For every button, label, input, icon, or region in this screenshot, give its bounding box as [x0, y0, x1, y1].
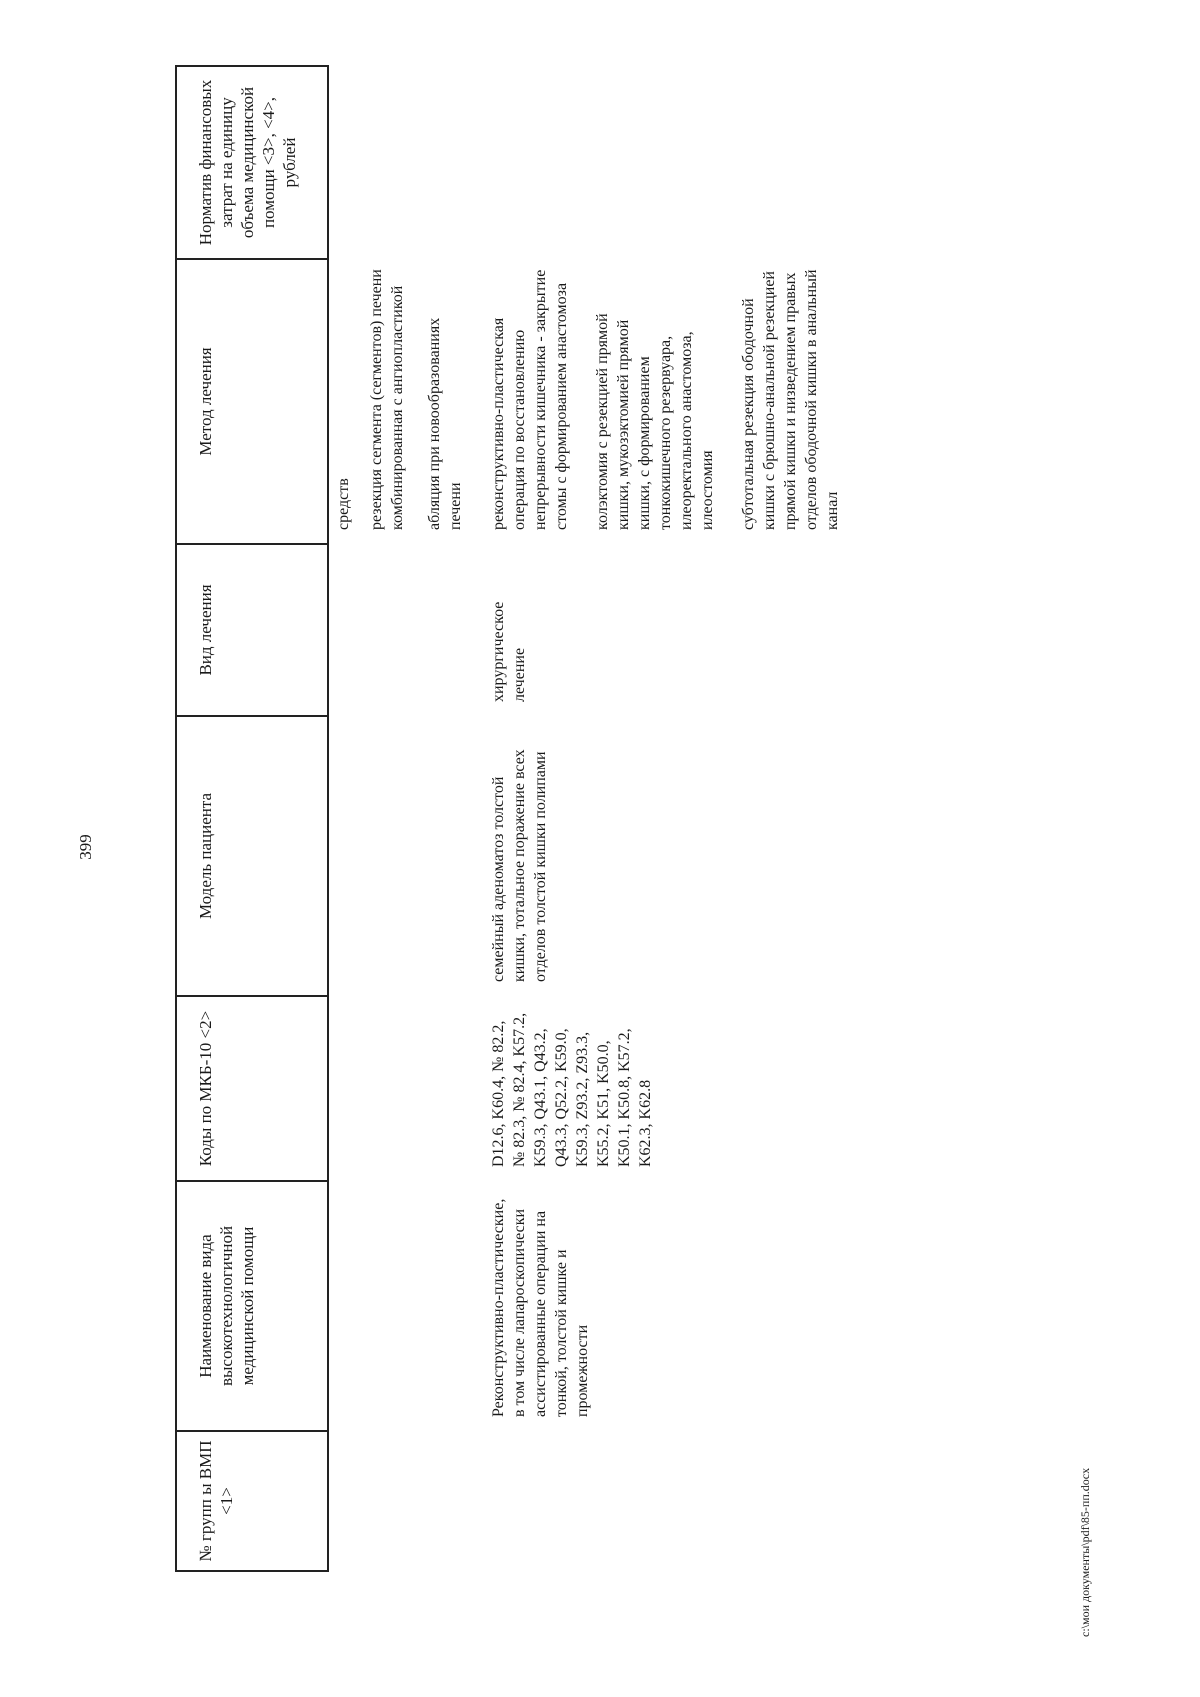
- group-number-cell: [484, 1431, 859, 1571]
- method-item: резекция сегмента (сегментов) печени комбинированная с ангиопластикой: [368, 269, 406, 530]
- cost-norm-cell: [484, 66, 859, 259]
- care-type-name-cell: Реконструктивно-пластические, в том числе лапароскопически ассистированные операции на тонкой, толстой кишке и промежности: [490, 1198, 591, 1417]
- table-row-continuation: [328, 66, 484, 1571]
- header-patient-model: Модель пациента: [176, 716, 328, 996]
- method-item: абляция при новообразованиях печени: [426, 317, 464, 530]
- header-care-type-name: Наименование вида высокотехнологичной медицинской помощи: [176, 1181, 328, 1431]
- method-item: средств: [335, 478, 352, 530]
- header-treatment-method: Метод лечения: [176, 259, 328, 544]
- patient-model-cell: семейный аденоматоз толстой кишки, тотальное поражение всех отделов толстой кишки полипами: [490, 749, 549, 982]
- method-item: реконструктивно-пластическая операция по восстановлению непрерывности кишечника - закрытие стомы с формированием анастомоза: [490, 269, 570, 530]
- footer-file-path: c:\мои документы\pdf\85-пп.docx: [1078, 1467, 1092, 1637]
- method-item: субтотальная резекция ободочной кишки с брюшно-анальной резекцией прямой кишки и низведением правых отделов ободочной кишки в анальный канал: [740, 269, 841, 530]
- treatment-type-cell: хирургическое лечение: [490, 601, 528, 702]
- icd10-codes-cell: D12.6, K60.4, № 82.2, № 82.3, № 82.4, K57.2, K59.3, Q43.1, Q43.2, Q43.3, Q52.2, K59.0, K59.3, Z93.2, Z93.3, K55.2, K51, K50.0, K50.1, K50.8, K57.2, K62.3, K62.8: [490, 1012, 654, 1167]
- method-item: колэктомия с резекцией прямой кишки, мукозэктомией прямой кишки, с формированием тонкокишечного резервуара, илеоректального анастомоза, илеостомия: [594, 313, 716, 530]
- header-treatment-type: Вид лечения: [176, 544, 328, 716]
- treatment-methods-cell: [484, 259, 859, 544]
- table-header-row: [176, 66, 328, 1571]
- table-row: [484, 66, 859, 1571]
- header-icd10-codes: Коды по МКБ-10 <2>: [176, 996, 328, 1181]
- page-number: 399: [76, 834, 95, 860]
- header-group-number: № групп ы ВМП <1>: [176, 1431, 328, 1571]
- header-cost-norm: Норматив финансовых затрат на единицу объема медицинской помощи <3>, <4>, рублей: [176, 66, 328, 259]
- vmp-table: [175, 65, 859, 1572]
- continued-methods-cell: [328, 259, 484, 544]
